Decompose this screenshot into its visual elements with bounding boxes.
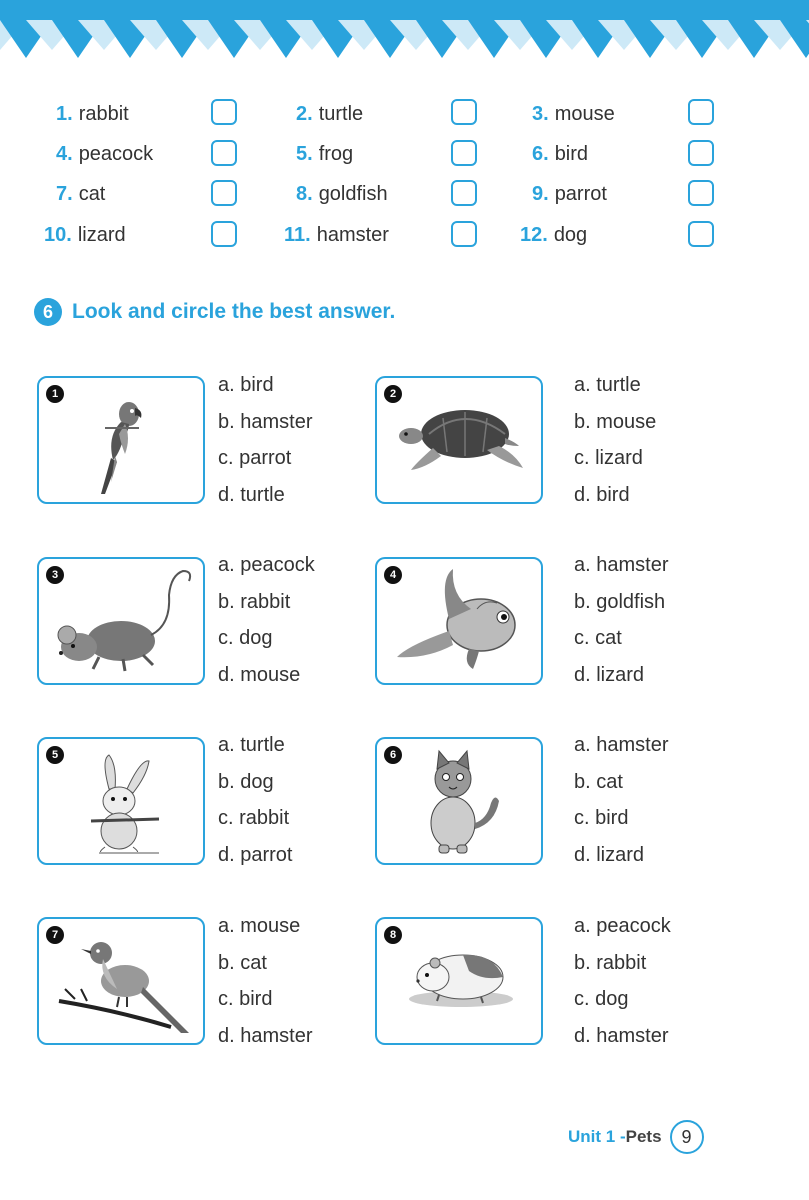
- answer-option[interactable]: a. mouse: [218, 915, 301, 937]
- question-number-badge: 5: [46, 746, 64, 764]
- answer-option[interactable]: a. peacock: [218, 554, 315, 576]
- answer-checkbox[interactable]: [211, 221, 237, 247]
- word-item: 3. mouse: [532, 103, 615, 125]
- answer-option[interactable]: b. cat: [218, 951, 267, 974]
- word-item: 7. cat: [56, 183, 106, 205]
- answer-option[interactable]: d. lizard: [574, 843, 645, 866]
- answer-option[interactable]: a. bird: [218, 374, 274, 396]
- question-number-badge: 2: [384, 385, 402, 403]
- word-item: 6. bird: [532, 143, 589, 165]
- answer-options: [574, 734, 668, 880]
- answer-options: [574, 915, 671, 1061]
- answer-option[interactable]: b. goldfish: [574, 590, 666, 613]
- answer-option[interactable]: d. hamster: [218, 1024, 313, 1047]
- picture-box-hamster: [375, 917, 543, 1045]
- answer-checkbox[interactable]: [211, 180, 237, 206]
- unit-topic: Pets: [625, 1127, 662, 1146]
- answer-checkbox[interactable]: [688, 140, 714, 166]
- answer-option[interactable]: c. lizard: [574, 447, 643, 469]
- answer-option[interactable]: a. turtle: [218, 734, 285, 756]
- answer-option[interactable]: b. mouse: [574, 410, 657, 433]
- word-item: 9. parrot: [532, 183, 607, 205]
- zigzag-banner: [0, 0, 809, 60]
- answer-option[interactable]: c. cat: [574, 627, 622, 649]
- word-item: 12. dog: [520, 224, 588, 246]
- answer-option[interactable]: a. peacock: [574, 915, 671, 937]
- word-item: 4. peacock: [56, 143, 154, 165]
- question-number-badge: 1: [46, 385, 64, 403]
- answer-option[interactable]: b. dog: [218, 770, 274, 793]
- picture-box-parrot: [37, 376, 205, 504]
- answer-option[interactable]: b. rabbit: [574, 951, 647, 974]
- section-heading: [34, 298, 395, 326]
- answer-option[interactable]: d. turtle: [218, 483, 285, 506]
- answer-option[interactable]: c. bird: [218, 988, 273, 1010]
- answer-option[interactable]: c. bird: [574, 807, 629, 829]
- answer-option[interactable]: d. parrot: [218, 843, 293, 866]
- answer-checkbox[interactable]: [688, 99, 714, 125]
- answer-option[interactable]: c. rabbit: [218, 807, 290, 829]
- question-number-badge: 8: [384, 926, 402, 944]
- answer-options: [574, 554, 668, 700]
- picture-box-goldfish: [375, 557, 543, 685]
- section-instruction: Look and circle the best answer.: [72, 300, 396, 323]
- answer-checkbox[interactable]: [451, 180, 477, 206]
- answer-checkbox[interactable]: [688, 221, 714, 247]
- answer-option[interactable]: c. dog: [218, 627, 273, 649]
- question-number-badge: 3: [46, 566, 64, 584]
- picture-box-rabbit: [37, 737, 205, 865]
- answer-option[interactable]: b. hamster: [218, 410, 313, 433]
- question-number-badge: 6: [384, 746, 402, 764]
- answer-checkbox[interactable]: [211, 140, 237, 166]
- picture-box-turtle: [375, 376, 543, 504]
- answer-checkbox[interactable]: [688, 180, 714, 206]
- word-item: 5. frog: [296, 143, 354, 165]
- page-number: 9: [670, 1120, 704, 1154]
- unit-label: Unit 1 -: [568, 1127, 626, 1146]
- word-item: 2. turtle: [296, 103, 364, 125]
- answer-checkbox[interactable]: [211, 99, 237, 125]
- section-number: 6: [34, 298, 62, 326]
- answer-options: [574, 374, 656, 520]
- answer-options: [218, 554, 315, 700]
- question-number-badge: 7: [46, 926, 64, 944]
- answer-option[interactable]: c. parrot: [218, 447, 292, 469]
- word-item: 8. goldfish: [296, 183, 388, 205]
- answer-option[interactable]: d. lizard: [574, 663, 645, 686]
- page-footer: [568, 1120, 704, 1154]
- picture-box-mouse: [37, 557, 205, 685]
- word-item: 1. rabbit: [56, 103, 129, 125]
- answer-options: [218, 734, 292, 880]
- answer-options: [218, 374, 312, 520]
- answer-option[interactable]: a. hamster: [574, 734, 669, 756]
- word-item: 11. hamster: [284, 224, 389, 246]
- answer-option[interactable]: d. mouse: [218, 663, 301, 686]
- answer-option[interactable]: d. bird: [574, 483, 630, 506]
- answer-option[interactable]: c. dog: [574, 988, 629, 1010]
- picture-box-cat: [375, 737, 543, 865]
- answer-checkbox[interactable]: [451, 140, 477, 166]
- answer-option[interactable]: b. rabbit: [218, 590, 291, 613]
- answer-options: [218, 915, 312, 1061]
- picture-box-bird: [37, 917, 205, 1045]
- question-number-badge: 4: [384, 566, 402, 584]
- answer-checkbox[interactable]: [451, 99, 477, 125]
- answer-checkbox[interactable]: [451, 221, 477, 247]
- answer-option[interactable]: d. hamster: [574, 1024, 669, 1047]
- answer-option[interactable]: a. hamster: [574, 554, 669, 576]
- answer-option[interactable]: a. turtle: [574, 374, 641, 396]
- word-item: 10. lizard: [44, 224, 126, 246]
- answer-option[interactable]: b. cat: [574, 770, 623, 793]
